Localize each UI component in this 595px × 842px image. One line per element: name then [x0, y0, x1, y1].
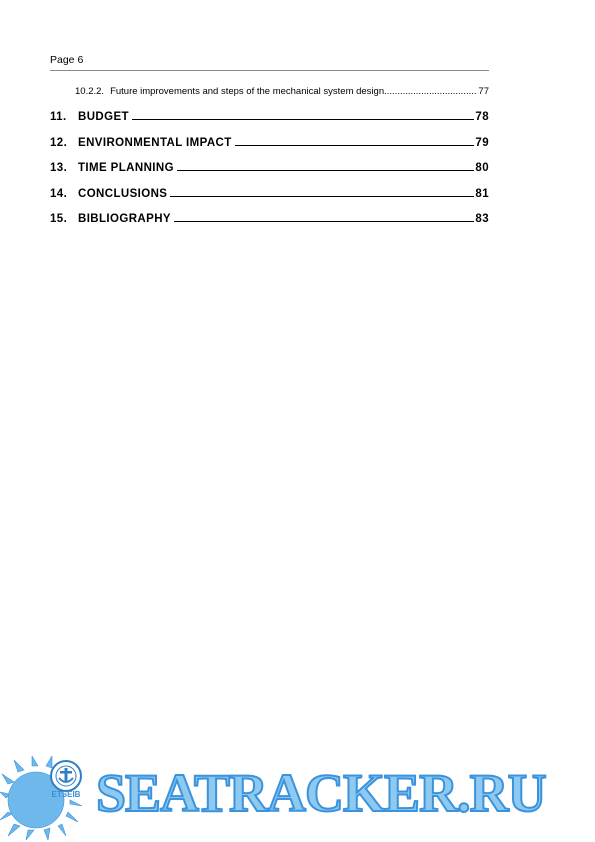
- toc-entry-page: 80: [475, 162, 489, 174]
- toc-entry-environmental-impact[interactable]: [50, 136, 489, 162]
- seal-label: ETSEIB: [51, 790, 81, 799]
- toc-entry-page: 78: [475, 111, 489, 123]
- toc-entry-time-planning[interactable]: [50, 161, 489, 187]
- toc-entry-title: ENVIRONMENTAL IMPACT: [78, 136, 232, 149]
- toc-line-leader: [174, 212, 474, 222]
- toc-entry-title: BUDGET: [78, 111, 129, 123]
- toc-entry-number: 14.: [50, 187, 68, 200]
- watermark-logo: [0, 752, 595, 842]
- toc-entry-title: BIBLIOGRAPHY: [78, 213, 171, 225]
- toc-entry-bibliography[interactable]: [50, 212, 489, 238]
- toc-subentry-page: 77: [478, 86, 489, 97]
- toc-subentry[interactable]: [50, 86, 489, 97]
- watermark-brand-text: SEATRACKER.RU: [96, 763, 546, 823]
- toc-entry-budget[interactable]: [50, 110, 489, 136]
- toc-entry-page: 79: [475, 136, 489, 149]
- toc-entry-page: 81: [475, 187, 489, 200]
- toc-entry-number: 12.: [50, 136, 68, 149]
- toc-entry-title: CONCLUSIONS: [78, 187, 168, 200]
- toc-line-leader: [235, 136, 475, 146]
- toc-line-leader: [132, 110, 474, 120]
- page-number: Page 6: [50, 54, 84, 66]
- page-header: [50, 54, 489, 71]
- toc-entry-page: 83: [475, 213, 489, 225]
- toc-dot-leader: [384, 86, 476, 97]
- toc-subentry-title: Future improvements and steps of the mechanical system design: [110, 86, 385, 97]
- toc-subentry-number: 10.2.2.: [75, 86, 105, 97]
- toc-line-leader: [170, 187, 474, 197]
- toc-entry-number: 11.: [50, 111, 67, 123]
- table-of-contents: [50, 86, 489, 238]
- toc-entry-number: 15.: [50, 213, 68, 225]
- toc-line-leader: [177, 161, 474, 171]
- toc-entry-conclusions[interactable]: [50, 187, 489, 213]
- toc-entry-title: TIME PLANNING: [78, 162, 174, 174]
- toc-entry-number: 13.: [50, 162, 68, 174]
